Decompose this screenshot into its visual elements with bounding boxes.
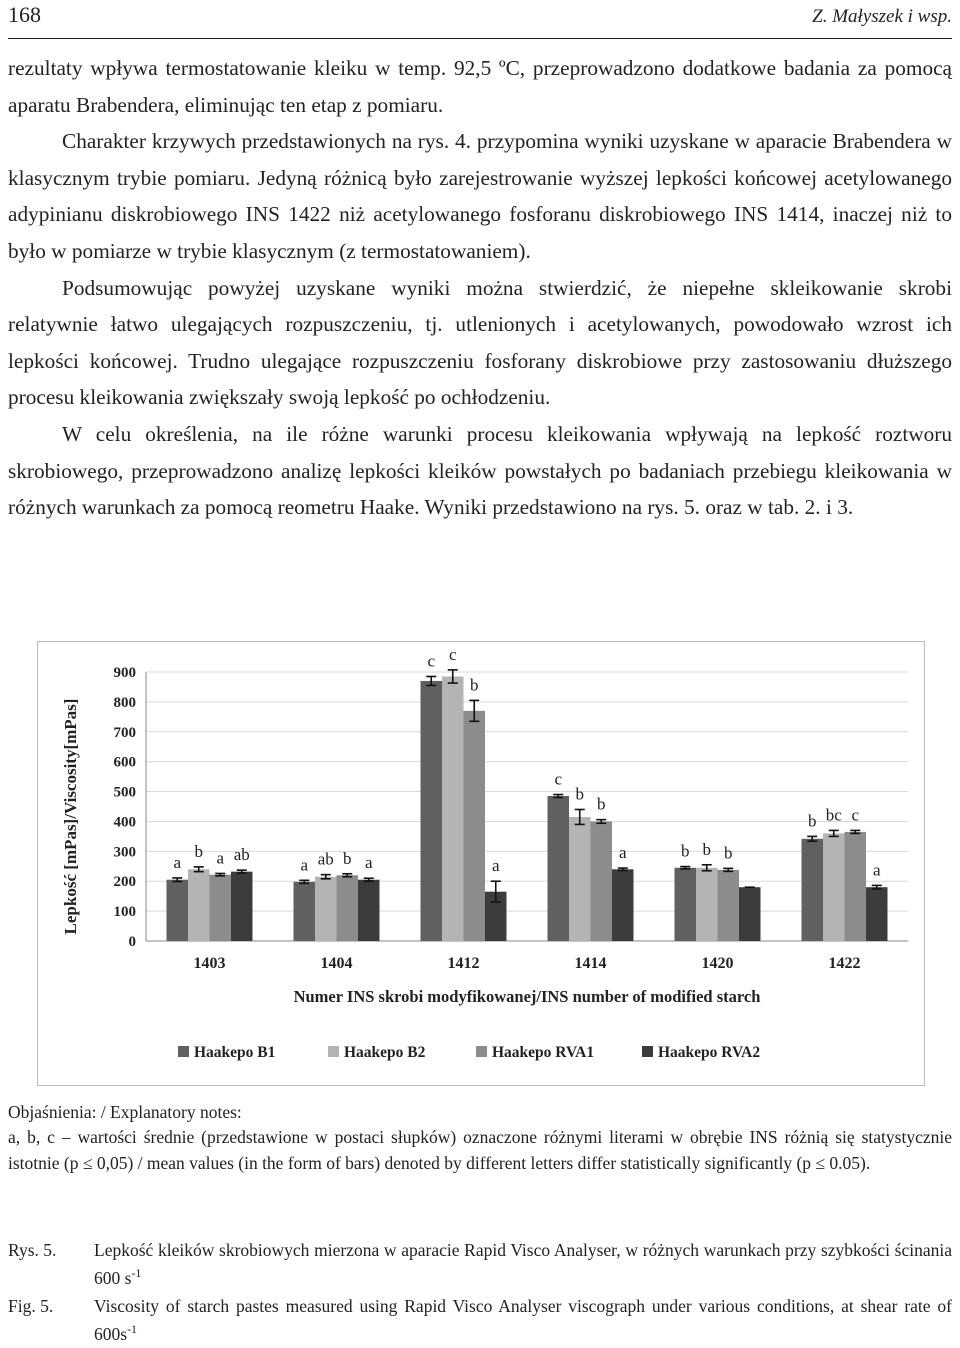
significance-letter: bc xyxy=(825,805,842,825)
page-number: 168 xyxy=(8,2,41,27)
x-tick-label: 1420 xyxy=(701,955,734,972)
explanatory-notes xyxy=(8,1100,952,1176)
bar xyxy=(866,887,888,941)
legend-swatch xyxy=(328,1046,339,1057)
bar xyxy=(612,869,634,941)
significance-letter: c xyxy=(427,651,436,671)
figure-caption xyxy=(8,1236,952,1348)
paragraph-1: rezultaty wpływa termostatowanie kleiku w temp. 92,5 ºC, przeprowadzono dodatkowe badania za pomocą aparatu Brabendera, eliminując ten etap z pomiaru. xyxy=(8,56,952,117)
significance-letter: ab xyxy=(317,849,334,869)
significance-letter: b xyxy=(575,784,584,804)
bar xyxy=(337,875,359,941)
significance-letter: a xyxy=(491,856,500,876)
caption-pl-label: Rys. 5. xyxy=(8,1240,57,1260)
x-tick-label: 1422 xyxy=(828,955,861,972)
significance-letter: a xyxy=(364,853,373,873)
paragraph-3: Podsumowując powyżej uzyskane wyniki można stwierdzić, że niepełne skleikowanie skrobi relatywnie łatwo ulegających rozpuszczeniu, tj. utlenionych i acetylowanych, powodowało wzrost ich lepkości końcowej. Trudno ulegające rozpuszczeniu fosforany diskrobiowe przy zastosowaniu dłuższego procesu kleikowania zwiększały swoją lepkość po ochłodzeniu. xyxy=(8,275,952,410)
caption-en-text: Viscosity of starch pastes measured using Rapid Visco Analyser viscograph under various conditions, at shear rate of 600s xyxy=(94,1296,952,1344)
bar xyxy=(231,872,253,941)
y-tick-label: 0 xyxy=(128,934,136,950)
bar xyxy=(294,882,316,941)
figure-5 xyxy=(37,641,925,1086)
legend-swatch xyxy=(642,1046,653,1057)
bar xyxy=(421,681,443,941)
legend-label: Haakepo RVA1 xyxy=(492,1044,595,1061)
paragraph-4: W celu określenia, na ile różne warunki procesu kleikowania wpływają na lepkość roztworu skrobiowego, przeprowadzono analizę lepkości kleików powstałych po badaniach przebiegu kleikowania w różnych warunkach za pomocą reometru Haake. Wyniki przedstawiono na rys. 5. oraz w tab. 2. i 3. xyxy=(8,421,952,520)
significance-letter: b xyxy=(724,843,733,863)
significance-letter: a xyxy=(618,843,627,863)
y-tick-label: 500 xyxy=(113,784,136,801)
body-text xyxy=(8,50,952,526)
notes-heading: Objaśnienia: / Explanatory notes: xyxy=(8,1102,242,1122)
significance-letter: a xyxy=(216,848,225,868)
caption-en-sup: -1 xyxy=(127,1322,138,1337)
bar xyxy=(845,832,867,941)
caption-pl-sup: -1 xyxy=(131,1266,142,1281)
y-tick-label: 600 xyxy=(113,754,136,771)
significance-letter: a xyxy=(872,860,881,880)
significance-letter: a xyxy=(173,852,182,872)
significance-letter: b xyxy=(470,675,479,695)
caption-pl-text: Lepkość kleików skrobiowych mierzona w aparacie Rapid Visco Analyser, w różnych warunkach przy szybkości ścinania 600 s xyxy=(94,1240,952,1288)
x-tick-label: 1403 xyxy=(193,955,226,972)
caption-en-label: Fig. 5. xyxy=(8,1296,54,1316)
y-tick-label: 900 xyxy=(113,665,136,681)
significance-letter: b xyxy=(808,811,817,831)
bar xyxy=(167,880,189,941)
significance-letter: ab xyxy=(233,845,250,865)
legend-label: Haakepo B1 xyxy=(194,1044,276,1061)
x-axis-label: Numer INS skrobi modyfikowanej/INS number of modified starch xyxy=(293,987,761,1006)
x-tick-label: 1414 xyxy=(574,955,607,972)
bar xyxy=(464,711,486,941)
bar xyxy=(315,877,337,941)
significance-letter: b xyxy=(194,841,203,861)
viscosity-bar-chart xyxy=(38,642,924,1085)
bar xyxy=(802,839,824,941)
legend-swatch xyxy=(178,1046,189,1057)
bar xyxy=(188,869,210,941)
y-tick-label: 400 xyxy=(113,814,136,831)
bar xyxy=(210,875,232,941)
bar xyxy=(696,868,718,941)
bar xyxy=(442,676,464,941)
bar xyxy=(591,821,613,941)
y-tick-label: 100 xyxy=(113,904,136,921)
bar xyxy=(675,868,697,941)
bar xyxy=(358,880,380,941)
running-authors: Z. Małyszek i wsp. xyxy=(812,6,952,27)
y-tick-label: 200 xyxy=(113,874,136,891)
x-tick-label: 1404 xyxy=(320,955,353,972)
legend-label: Haakepo B2 xyxy=(344,1044,426,1061)
paragraph-2: Charakter krzywych przedstawionych na rys. 4. przypomina wyniki uzyskane w aparacie Brabendera w klasycznym trybie pomiaru. Jedyną różnicą było zarejestrowanie wyższej lepkości końcowej acetylowanego adypinianu diskrobiowego INS 1422 niż acetylowanego fosforanu diskrobiowego INS 1414, inaczej niż to było w pomiarze w trybie klasycznym (z termostatowaniem). xyxy=(8,129,952,263)
bar xyxy=(718,870,740,941)
significance-letter: b xyxy=(597,794,606,814)
significance-letter: b xyxy=(681,841,690,861)
significance-letter: b xyxy=(343,848,352,868)
page-header xyxy=(8,0,952,39)
legend-swatch xyxy=(476,1046,487,1057)
y-tick-label: 800 xyxy=(113,694,136,711)
notes-text: a, b, c – wartości średnie (przedstawione w postaci słupków) oznaczone różnymi literami w obrębie INS różnią się statystycznie istotnie (p ≤ 0,05) / mean values (in the form of bars) denoted by different letters differ statistically significantly (p ≤ 0.05). xyxy=(8,1127,952,1173)
significance-letter: c xyxy=(554,769,563,789)
bar xyxy=(569,817,591,941)
significance-letter: a xyxy=(300,855,309,875)
bar xyxy=(548,796,570,941)
significance-letter: c xyxy=(851,805,860,825)
bar xyxy=(739,887,761,941)
significance-letter: c xyxy=(448,644,457,664)
x-tick-label: 1412 xyxy=(447,955,480,972)
y-axis-label: Lepkość [mPas]/Viscosity[mPas] xyxy=(61,698,80,935)
legend-label: Haakepo RVA2 xyxy=(658,1044,761,1061)
significance-letter: b xyxy=(702,839,711,859)
y-tick-label: 700 xyxy=(113,724,136,741)
bar xyxy=(823,833,845,941)
y-tick-label: 300 xyxy=(113,844,136,861)
caption-pl xyxy=(8,1236,952,1292)
caption-en xyxy=(8,1292,952,1348)
